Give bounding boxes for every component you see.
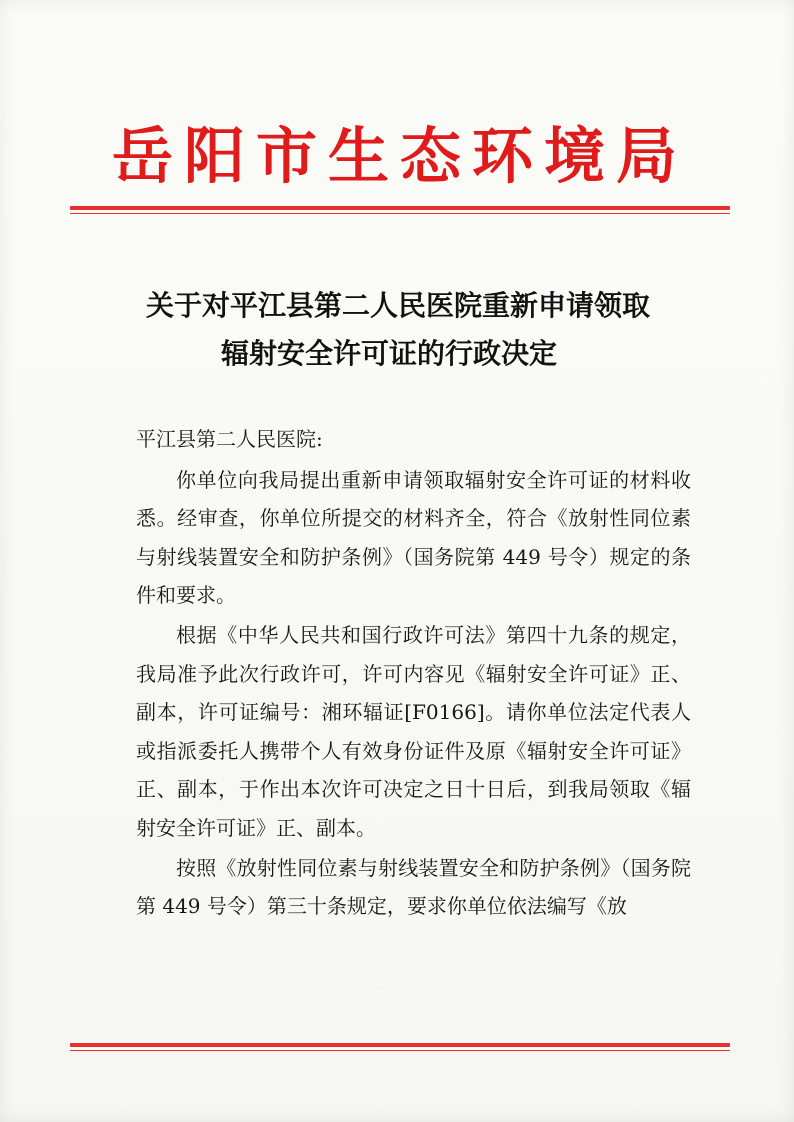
bottom-red-rule-thin xyxy=(70,1050,730,1051)
document-title xyxy=(103,282,693,378)
salutation: 平江县第二人民医院: xyxy=(136,427,323,451)
top-red-rule-thin xyxy=(70,213,730,214)
body-paragraph: 根据《中华人民共和国行政许可法》第四十九条的规定，我局准予此次行政许可，许可内容见《辐射安全许可证》正、副本，许可证编号：湘环辐证[F0166]。请你单位法定代表人或指派委托人携带个人有效身份证件及原《辐射安全许可证》正、副本，于作出本次许可决定之日十日后，到我局领取《辐射安全许可证》正、副本。 xyxy=(136,622,691,840)
top-red-rule xyxy=(70,206,730,214)
document-body xyxy=(136,420,691,926)
bottom-red-rule-thick xyxy=(70,1043,730,1047)
top-red-rule-thick xyxy=(70,206,730,210)
issuer-masthead: 岳阳市生态环境局 xyxy=(111,121,688,192)
body-paragraph: 你单位向我局提出重新申请领取辐射安全许可证的材料收悉。经审查，你单位所提交的材料齐全，符合《放射性同位素与射线装置安全和防护条例》（国务院第 449 号令）规定的条件和要求。 xyxy=(136,467,691,608)
document-title-line-1: 关于对平江县第二人民医院重新申请领取 xyxy=(145,289,650,322)
document-title-line-2: 辐射安全许可证的行政决定 xyxy=(221,337,558,370)
bottom-red-rule xyxy=(70,1043,730,1051)
body-paragraph: 按照《放射性同位素与射线装置安全和防护条例》（国务院第 449 号令）第三十条规定，要求你单位依法编写《放 xyxy=(136,855,691,919)
